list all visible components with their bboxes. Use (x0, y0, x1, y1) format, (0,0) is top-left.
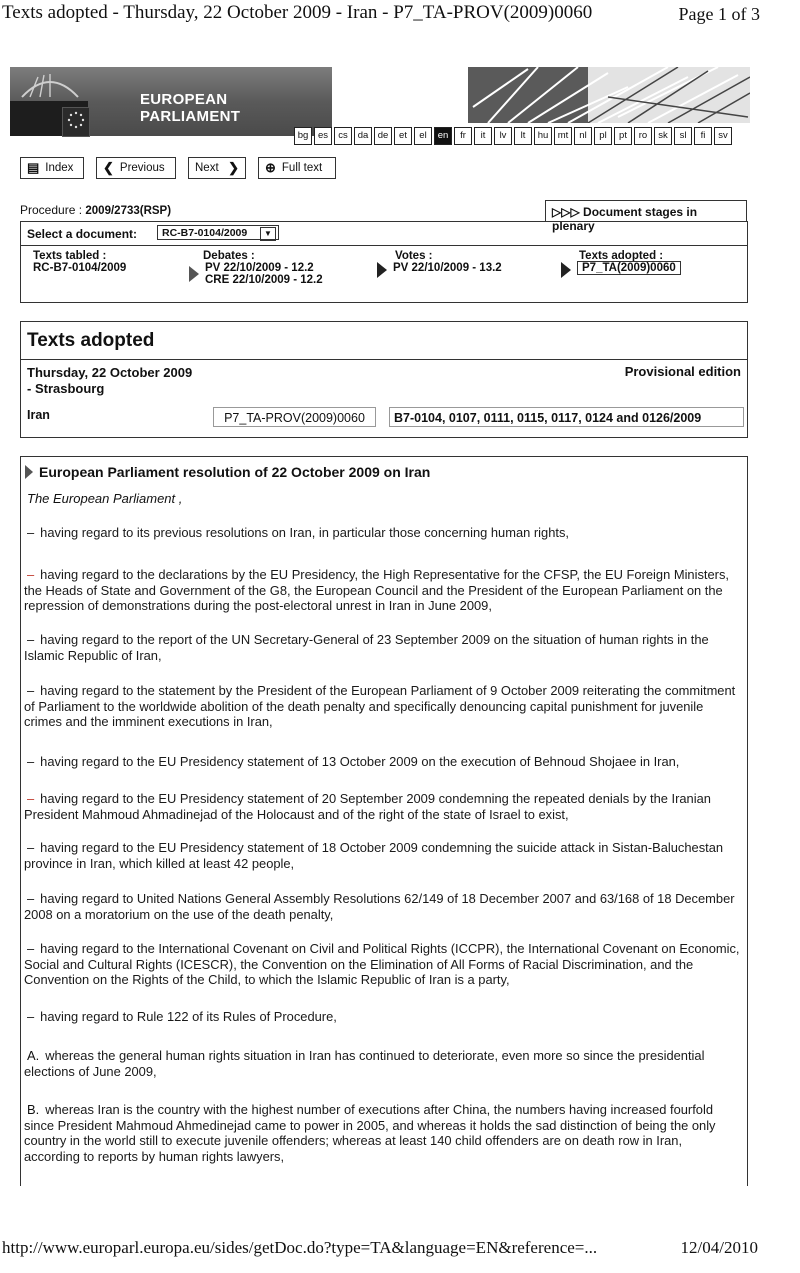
double-arrow-icon: ▷▷▷ (552, 205, 580, 219)
paragraph-text: having regard to United Nations General Assembly Resolutions 62/149 of 18 December 2007 and 63/168 of 18 December 2008 on a moratorium on the use of the death penalty, (24, 891, 735, 922)
arrow-right-icon (189, 266, 199, 282)
full-text-button[interactable] (258, 157, 336, 179)
procedure-label: Procedure : (20, 203, 83, 217)
plus-circle-icon: ⊕ (265, 160, 276, 175)
arrow-right-icon (561, 262, 571, 278)
votes-link[interactable]: PV 22/10/2009 - 13.2 (393, 262, 502, 274)
select-document-value: RC-B7-0104/2009 (162, 227, 248, 239)
language-sv-button[interactable]: sv (714, 127, 732, 145)
language-sl-button[interactable]: sl (674, 127, 692, 145)
paragraph-marker: – (27, 754, 35, 769)
paragraph-marker: – (27, 567, 35, 582)
resolution-intro: The European Parliament , (27, 491, 183, 506)
texts-tabled-header: Texts tabled : (33, 250, 107, 262)
resolution-paragraph (24, 1102, 740, 1164)
language-bar (294, 127, 732, 145)
resolution-box (20, 456, 748, 1186)
debates-col (189, 250, 323, 286)
next-label: Next (195, 162, 219, 174)
paragraph-marker: – (27, 941, 35, 956)
paragraph-marker: B. (27, 1102, 40, 1117)
edition-label: Provisional edition (624, 364, 741, 379)
language-cs-button[interactable]: cs (334, 127, 352, 145)
votes-col (377, 250, 502, 278)
resolution-title: European Parliament resolution of 22 October 2009 on Iran (39, 464, 431, 480)
paragraph-marker: – (27, 1009, 35, 1024)
paragraph-text: having regard to the International Covenant on Civil and Political Rights (ICCPR), the International Covenant on Economic, Social and Cultural Rights (ICESCR), the Convention on the Elimination of All Forms of Racial Discrimination, and the Convention on the Rights of the Child, to which the Islamic Republic of Iran is a party, (24, 941, 740, 987)
language-lt-button[interactable]: lt (514, 127, 532, 145)
paragraph-text: having regard to the EU Presidency statement of 18 October 2009 condemning the suicide attack in Sistan-Baluchestan province in Iran, which killed at least 42 people, (24, 840, 724, 871)
resolution-paragraph (24, 567, 740, 614)
hemicycle-logo-icon (20, 73, 80, 99)
language-fr-button[interactable]: fr (454, 127, 472, 145)
print-date: 12/04/2010 (680, 1238, 758, 1257)
full-text-label: Full text (281, 162, 323, 174)
reference-number: P7_TA-PROV(2009)0060 (213, 407, 376, 427)
chevron-left-icon: ❮ (103, 160, 114, 175)
eu-flag-icon (62, 107, 90, 137)
language-it-button[interactable]: it (474, 127, 492, 145)
resolution-paragraph (24, 941, 740, 988)
resolution-paragraph (24, 683, 740, 730)
language-fi-button[interactable]: fi (694, 127, 712, 145)
resolution-paragraph (24, 840, 740, 871)
resolution-paragraph (24, 891, 740, 922)
texts-adopted-link[interactable]: P7_TA(2009)0060 (577, 261, 681, 275)
language-et-button[interactable]: et (394, 127, 412, 145)
previous-label: Previous (119, 162, 165, 174)
page-title: Texts adopted (27, 330, 155, 351)
document-stages-box (20, 221, 748, 303)
paragraph-marker: – (27, 632, 35, 647)
resolution-paragraph (24, 1048, 740, 1079)
paragraph-text: whereas Iran is the country with the highest number of executions after China, the numbers having increased fourfold since President Mahmoud Ahmedinejad came to power in 2005, and whereas it holds the sad distinction of being the only country in the world still to execute juvenile offenders; whereas at least 140 child offenders are on death row in Iran, according to reports by human rights lawyers, (24, 1102, 716, 1164)
votes-header: Votes : (395, 250, 433, 262)
paragraph-text: having regard to the report of the UN Secretary-General of 23 September 2009 on the situation of human rights in the Islamic Republic of Iran, (24, 632, 709, 663)
print-title: Texts adopted - Thursday, 22 October 2009 - Iran - P7_TA-PROV(2009)0060 (2, 2, 593, 23)
debates-header: Debates : (203, 250, 255, 262)
print-footer (2, 1238, 798, 1262)
stages-label: Document stages in plenary (552, 205, 698, 233)
select-document-row (21, 222, 747, 246)
language-nl-button[interactable]: nl (574, 127, 592, 145)
language-hu-button[interactable]: hu (534, 127, 552, 145)
chevron-right-icon: ❯ (228, 160, 239, 175)
index-label: Index (45, 162, 74, 174)
language-en-button[interactable]: en (434, 127, 452, 145)
index-button[interactable] (20, 157, 84, 179)
resolution-paragraph (24, 1009, 740, 1025)
site-name: EUROPEAN PARLIAMENT (140, 91, 241, 125)
texts-adopted-box (20, 321, 748, 438)
paragraph-marker: – (27, 525, 35, 540)
index-icon: ▤ (27, 160, 40, 175)
document-stages-tab[interactable] (545, 200, 747, 233)
language-el-button[interactable]: el (414, 127, 432, 145)
language-lv-button[interactable]: lv (494, 127, 512, 145)
resolution-paragraph (24, 525, 740, 541)
texts-adopted-header: Texts adopted : (579, 250, 664, 262)
paragraph-text: having regard to the EU Presidency statement of 20 September 2009 condemning the repeated denials by the Iranian President Mahmoud Ahmadinejad of the Holocaust and of the right of the state of Israel to exist, (24, 791, 711, 822)
procedure (20, 203, 171, 217)
language-mt-button[interactable]: mt (554, 127, 572, 145)
language-sk-button[interactable]: sk (654, 127, 672, 145)
paragraph-marker: – (27, 891, 35, 906)
select-document-dropdown[interactable] (157, 225, 279, 240)
paragraph-text: having regard to the declarations by the EU Presidency, the High Representative for the CFSP, the EU Foreign Ministers, the Heads of State and Government of the G8, the European Council and the President of the European Parliament on the repression of demonstrations during the post-electoral unrest in Iran in June 2009, (24, 567, 729, 613)
print-header (2, 2, 798, 26)
select-document-label: Select a document: (27, 227, 138, 241)
language-pt-button[interactable]: pt (614, 127, 632, 145)
chevron-down-icon: ▼ (260, 227, 276, 241)
divider (21, 359, 747, 360)
paragraph-marker: – (27, 683, 35, 698)
texts-tabled-col (33, 250, 126, 274)
resolution-paragraph (24, 632, 740, 663)
paragraph-text: having regard to its previous resolutions on Iran, in particular those concerning human rights, (40, 525, 569, 540)
paragraph-marker: A. (27, 1048, 40, 1063)
document-numbers: B7-0104, 0107, 0111, 0115, 0117, 0124 and 0126/2009 (389, 407, 744, 427)
paragraph-marker: – (27, 840, 35, 855)
texts-adopted-col (561, 250, 681, 278)
language-bg-button[interactable]: bg (294, 127, 312, 145)
resolution-paragraph (24, 754, 740, 770)
procedure-value: 2009/2733(RSP) (85, 205, 172, 217)
paragraph-text: whereas the general human rights situation in Iran has continued to deteriorate, even more so since the presidential elections of June 2009, (24, 1048, 705, 1079)
next-button[interactable] (188, 157, 246, 179)
language-de-button[interactable]: de (374, 127, 392, 145)
paragraph-text: having regard to Rule 122 of its Rules of Procedure, (40, 1009, 337, 1024)
paragraph-text: having regard to the statement by the President of the European Parliament of 9 October 2009 reiterating the commitment of Parliament to the worldwide abolition of the death penalty and specifically denouncing capital punishment for juvenile crimes and the imminent executions in Iran, (24, 683, 736, 729)
previous-button[interactable] (96, 157, 176, 179)
print-url: http://www.europarl.europa.eu/sides/getDoc.do?type=TA&language=EN&reference=... (2, 1238, 598, 1257)
language-es-button[interactable]: es (314, 127, 332, 145)
resolution-heading (25, 464, 430, 480)
subject: Iran (27, 408, 50, 422)
sitting-date: Thursday, 22 October 2009 - Strasbourg (27, 365, 193, 396)
language-ro-button[interactable]: ro (634, 127, 652, 145)
ep-banner[interactable] (10, 67, 332, 136)
arrow-right-icon (25, 465, 33, 479)
arrow-right-icon (377, 262, 387, 278)
language-pl-button[interactable]: pl (594, 127, 612, 145)
debates-cre-link[interactable]: CRE 22/10/2009 - 12.2 (205, 274, 323, 286)
debates-pv-link[interactable]: PV 22/10/2009 - 12.2 (205, 262, 314, 274)
texts-tabled-link[interactable]: RC-B7-0104/2009 (33, 262, 127, 274)
paragraph-marker: – (27, 791, 35, 806)
paragraph-text: having regard to the EU Presidency statement of 13 October 2009 on the execution of Behnoud Shojaee in Iran, (40, 754, 680, 769)
language-da-button[interactable]: da (354, 127, 372, 145)
header-graphic (468, 67, 750, 123)
page-number: Page 1 of 3 (678, 4, 760, 24)
resolution-paragraph (24, 791, 740, 822)
